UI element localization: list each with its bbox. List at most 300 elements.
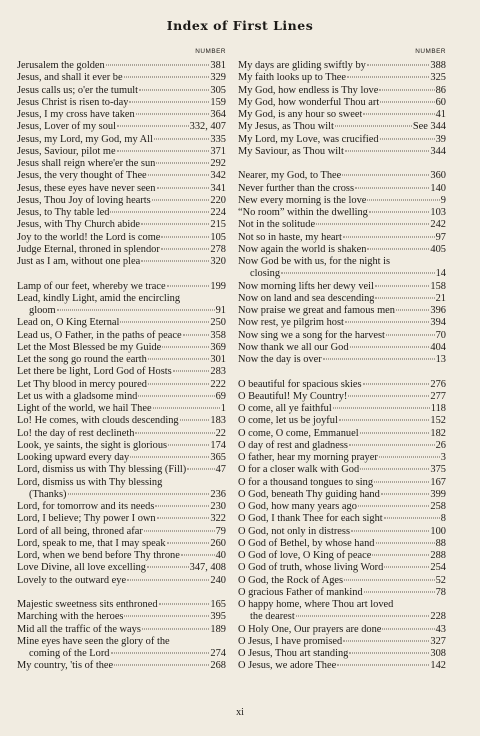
hymn-number: 236 [210,488,226,500]
hymn-number: 26 [435,439,446,451]
index-entry [238,624,446,636]
first-line-text: Judge Eternal, throned in splendor [17,243,160,255]
hymn-number: 240 [210,574,226,586]
section-gap [17,587,226,599]
first-line-text: Now morning lifts her dewy veil [238,280,374,292]
index-entry [238,648,446,660]
dot-leader [152,199,210,200]
hymn-number: 13 [435,354,446,365]
hymn-number: 405 [430,243,446,255]
first-line-text: Majestic sweetness sits enthroned [17,599,158,610]
index-entry [17,379,226,391]
index-entry [238,489,446,501]
first-line-text: O come, O come, Emmanuel [238,427,359,439]
first-line-text: My God, how endless is Thy love [238,84,379,96]
first-line-text: O for a closer walk with God [238,464,360,476]
dot-leader [344,579,435,580]
dot-leader [374,481,429,482]
index-entry [238,391,446,403]
hymn-number: 22 [215,427,226,439]
first-line-text: coming of the Lord [29,648,110,659]
index-entry [17,599,226,611]
dot-leader [360,432,430,433]
first-line-text: Jesus, I my cross have taken [17,109,135,120]
first-line-text: O God, how many years ago [238,501,357,512]
dot-leader [376,542,435,543]
dot-leader [161,236,209,237]
index-entry [238,219,446,231]
section-gap [17,268,226,280]
index-entry [17,452,226,464]
index-entry [17,158,226,170]
dot-leader [117,150,210,151]
dot-leader [337,665,429,666]
first-line-text: O beautiful for spacious skies [238,378,362,390]
index-entry [238,207,446,219]
index-entry [17,121,226,133]
dot-leader [396,310,429,311]
index-entry [238,183,446,195]
first-line-text: Now praise we great and famous men [238,305,395,316]
dot-leader [384,518,440,519]
first-line-text: O God, not only in distress [238,525,350,537]
index-entry [238,134,446,146]
hymn-number: 395 [210,611,226,623]
dot-leader [358,506,430,507]
first-line-text: Jesus Christ is risen to-day [17,96,129,108]
hymn-number: 277 [430,390,446,402]
index-entry [17,489,226,501]
index-entry [17,97,226,109]
dot-leader [124,77,210,78]
index-entry [17,636,226,648]
dot-leader [281,273,435,274]
index-entry [17,305,226,317]
hymn-number: 224 [210,207,226,218]
first-line-text: Now thank we all our God [238,341,349,353]
dot-leader [159,604,210,605]
index-entry [17,403,226,415]
first-line-text: O God, I thank Thee for each sight [238,513,383,525]
index-entry [17,244,226,256]
first-line-text: Lo! He comes, with clouds descending [17,415,179,427]
hymn-number: 174 [210,439,226,451]
dot-leader [148,175,210,176]
dot-leader [381,493,430,494]
hymn-number: 40 [215,550,226,561]
first-line-text: Jesus, to Thy table led [17,207,110,218]
dot-leader [129,101,209,102]
hymn-number: 396 [430,305,446,316]
dot-leader [369,212,430,213]
first-line-text: Just as I am, without one plea [17,256,141,267]
dot-leader [348,395,429,396]
index-entry [238,587,446,599]
index-entry [238,232,446,244]
first-line-text: closing [250,268,281,280]
dot-leader [173,371,210,372]
first-line-text: My Saviour, as Thou wilt [238,145,344,157]
dot-leader [339,420,430,421]
dot-leader [349,653,429,654]
index-entry [238,281,446,293]
first-line-text: Lord, dismiss us with Thy blessing [17,476,163,488]
hymn-number: 399 [430,488,446,500]
hymn-number: 276 [430,378,446,390]
dot-leader [323,359,435,360]
first-line-text: Now rest, ye pilgrim host [238,317,344,329]
hymn-number: 21 [435,292,446,304]
hymn-number: See 344 [412,121,446,133]
hymn-number: 142 [430,660,446,672]
first-line-text: Jesus, these eyes have never seen [17,182,156,194]
hymn-number: 1 [220,403,226,414]
hymn-number: 41 [435,109,446,120]
dot-leader [114,665,209,666]
dot-leader [167,542,210,543]
hymn-number: 78 [435,586,446,598]
first-line-text: O Jesus, Thou art standing [238,648,349,659]
dot-leader [181,555,215,556]
hymn-number: 88 [435,537,446,549]
first-line-text: My days are gliding swiftly by [238,60,366,71]
dot-leader [110,212,209,213]
dot-leader [167,285,210,286]
number-header-left: NUMBER [195,48,226,55]
dot-leader [372,555,429,556]
hymn-number: 305 [210,84,226,96]
index-entry [238,97,446,109]
hymn-number: 182 [430,427,446,439]
dot-leader [316,224,429,225]
first-line-text: Jesus, my Lord, my God, my All [17,133,153,145]
hymn-number: 158 [430,280,446,292]
dot-leader [343,236,435,237]
index-entry [17,440,226,452]
hymn-number: 140 [430,182,446,194]
dot-leader [142,628,210,629]
hymn-number: 288 [430,550,446,561]
dot-leader [124,616,209,617]
first-line-text: Lord, dismiss us with Thy blessing (Fill) [17,464,187,476]
index-entry [17,317,226,329]
index-entry [17,109,226,121]
index-entry [238,513,446,525]
hymn-number: 79 [215,525,226,537]
hymn-number: 404 [430,341,446,353]
index-entry [238,403,446,415]
index-entry [17,281,226,293]
first-line-text: My God, is any hour so sweet [238,109,363,120]
hymn-number: 43 [435,623,446,635]
first-line-text: Jesus shall reign where'er the sun [17,158,156,169]
dot-leader [156,163,209,164]
index-entry [238,121,446,133]
first-line-text: O God of truth, whose living Word [238,562,384,574]
dot-leader [363,383,430,384]
dot-leader [155,506,209,507]
first-line-text: Lord of all being, throned afar [17,525,143,537]
index-entry [238,611,446,623]
hymn-number: 250 [210,317,226,329]
index-entry [238,170,446,182]
dot-leader [350,346,430,347]
first-line-text: O day of rest and gladness [238,439,348,451]
hymn-number: 69 [215,390,226,402]
index-entry [17,195,226,207]
index-entry [238,464,446,476]
first-line-text: Lead on, O King Eternal [17,317,120,329]
first-line-text: New every morning is the love [238,194,367,206]
dot-leader [57,310,215,311]
right-column [238,46,446,673]
first-line-text: Looking upward every day [17,452,130,463]
hymn-number: 189 [210,623,226,635]
index-entry [238,440,446,452]
first-line-text: Now again the world is shaken [238,243,367,255]
index-entry [17,575,226,587]
first-line-text: Light of the world, we hail Thee [17,403,152,414]
index-entry [17,624,226,636]
dot-leader [363,114,434,115]
index-entry [17,611,226,623]
index-entry [238,575,446,587]
first-line-text: Nearer, my God, to Thee [238,170,342,182]
dot-leader [117,126,189,127]
index-entry [17,501,226,513]
first-line-text: Lamp of our feet, whereby we trace [17,280,166,292]
index-entry [17,415,226,427]
hymn-number: 9 [440,194,446,206]
first-line-text: Lead, kindly Light, amid the encircling [17,292,181,304]
dot-leader [382,628,434,629]
dot-leader [364,591,435,592]
left-column [17,46,226,673]
hymn-number: 320 [210,256,226,267]
dot-leader [342,175,429,176]
first-line-text: “No room” within the dwelling [238,207,368,218]
dot-leader [380,138,435,139]
hymn-number: 47 [215,464,226,476]
first-line-text: Lord, when we bend before Thy throne [17,550,180,561]
dot-leader [333,408,430,409]
index-entry [238,195,446,207]
index-entry [238,452,446,464]
hymn-number: 358 [210,329,226,341]
hymn-number: 292 [210,158,226,169]
first-line-text: Now on land and sea descending [238,292,375,304]
first-line-text: Now sing we a song for the harvest [238,329,385,341]
dot-leader [106,65,210,66]
dot-leader [147,567,189,568]
hymn-number: 39 [435,133,446,145]
hymn-number: 183 [210,415,226,427]
first-line-text: Not in the solitude [238,219,316,231]
hymn-number: 327 [430,635,446,647]
index-entry [238,109,446,121]
first-line-text: O God, beneath Thy guiding hand [238,488,380,500]
first-line-text: Lord, I believe; Thy power I own [17,513,156,525]
index-entry [238,562,446,574]
first-line-text: the dearest [250,611,295,623]
left-index-list [17,60,226,673]
number-header-right: NUMBER [415,48,446,55]
dot-leader [161,248,210,249]
index-entry [17,366,226,378]
hymn-number: 242 [430,219,446,231]
first-line-text: Mid all the traffic of the ways [17,623,141,635]
hymn-number: 97 [435,231,446,243]
first-line-text: O Holy One, Our prayers are done [238,623,382,635]
dot-leader [183,334,210,335]
first-line-text: Let there be light, Lord God of Hosts [17,366,172,378]
index-entry [17,219,226,231]
dot-leader [148,383,209,384]
hymn-number: 322 [210,513,226,525]
index-entry [17,134,226,146]
first-line-text: O father, hear my morning prayer [238,452,378,463]
index-entry [17,183,226,195]
first-line-text: Jesus, Lover of my soul [17,121,116,133]
first-line-text: Lo! the day of rest declineth [17,427,135,439]
first-line-text: Lord, for tomorrow and its needs [17,501,155,512]
index-entry [238,599,446,611]
dot-leader [144,530,215,531]
hymn-number: 60 [435,96,446,108]
first-line-text: Lord, speak to me, that I may speak [17,537,166,549]
first-line-text: O happy home, where Thou art loved [238,599,394,610]
hymn-number: 103 [430,207,446,218]
hymn-number: 364 [210,109,226,120]
hymn-number: 347, 408 [189,562,226,574]
index-entry [238,526,446,538]
index-entry [238,256,446,268]
dot-leader [138,395,214,396]
first-line-text: O come, all ye faithful [238,403,332,414]
hymn-number: 105 [210,231,226,243]
dot-leader [168,444,209,445]
dot-leader [296,616,430,617]
dot-leader [141,261,209,262]
dot-leader [157,518,210,519]
hymn-number: 199 [210,280,226,292]
index-entry [17,550,226,562]
hymn-number: 152 [430,415,446,427]
dot-leader [345,322,429,323]
dot-leader [360,469,429,470]
first-line-text: O Jesus, we adore Thee [238,660,337,672]
first-line-text: Lead us, O Father, in the paths of peace [17,329,182,341]
hymn-number: 325 [430,72,446,84]
dot-leader [349,444,435,445]
dot-leader [380,101,434,102]
hymn-number: 230 [210,501,226,512]
index-entry [17,354,226,366]
hymn-number: 222 [210,378,226,390]
first-line-text: O Jesus, I have promised [238,635,343,647]
hymn-number: 388 [430,60,446,71]
index-entry [238,501,446,513]
index-entry [238,428,446,440]
index-entry [238,415,446,427]
hymn-number: 394 [430,317,446,329]
hymn-number: 165 [210,599,226,610]
dot-leader [379,89,434,90]
hymn-number: 91 [215,305,226,316]
index-entry [238,550,446,562]
dot-leader [375,285,429,286]
dot-leader [335,126,412,127]
hymn-number: 3 [440,452,446,463]
index-entry [17,513,226,525]
first-line-text: O God of love, O King of peace [238,550,372,561]
first-line-text: Marching with the heroes [17,611,124,623]
index-entry [238,354,446,366]
index-entry [238,538,446,550]
first-line-text: Jesus calls us; o'er the tumult [17,84,139,96]
dot-leader [135,432,214,433]
index-entry [17,330,226,342]
index-entry [238,305,446,317]
index-entry [238,477,446,489]
index-entry [17,477,226,489]
index-entry [17,293,226,305]
index-entry [17,72,226,84]
index-entry [17,391,226,403]
hymn-number: 329 [210,72,226,84]
first-line-text: O God of Bethel, by whose hand [238,537,375,549]
hymn-number: 254 [430,562,446,574]
hymn-number: 167 [430,476,446,488]
index-entry [238,342,446,354]
dot-leader [111,653,210,654]
dot-leader [355,187,429,188]
hymn-number: 14 [435,268,446,280]
hymn-number: 260 [210,537,226,549]
page-number: xi [236,707,244,718]
hymn-number: 70 [435,329,446,341]
hymn-number: 278 [210,243,226,255]
index-entry [17,146,226,158]
section-gap [238,158,446,170]
dot-leader [180,420,210,421]
index-entry [238,72,446,84]
index-entry [17,428,226,440]
first-line-text: Now the day is over [238,354,322,365]
first-line-text: O come, let us be joyful [238,415,338,427]
first-line-text: O God, the Rock of Ages [238,574,344,586]
first-line-text: My country, 'tis of thee [17,660,114,672]
index-entry [238,293,446,305]
hymn-number: 268 [210,660,226,672]
hymn-number: 100 [430,525,446,537]
first-line-text: Jesus, and shall it ever be [17,72,123,84]
first-line-text: Let Thy blood in mercy poured [17,378,147,390]
index-entry [238,379,446,391]
dot-leader [136,114,210,115]
index-entry [238,660,446,672]
index-entry [238,146,446,158]
index-entry [238,268,446,280]
first-line-text: Jesus, the very thought of Thee [17,170,147,182]
first-line-text: O for a thousand tongues to sing [238,476,374,488]
hymn-number: 365 [210,452,226,463]
first-line-text: Let the Most Blessed be my Guide [17,341,162,353]
dot-leader [367,248,429,249]
hymn-number: 369 [210,341,226,353]
hymn-number: 258 [430,501,446,512]
dot-leader [367,65,430,66]
